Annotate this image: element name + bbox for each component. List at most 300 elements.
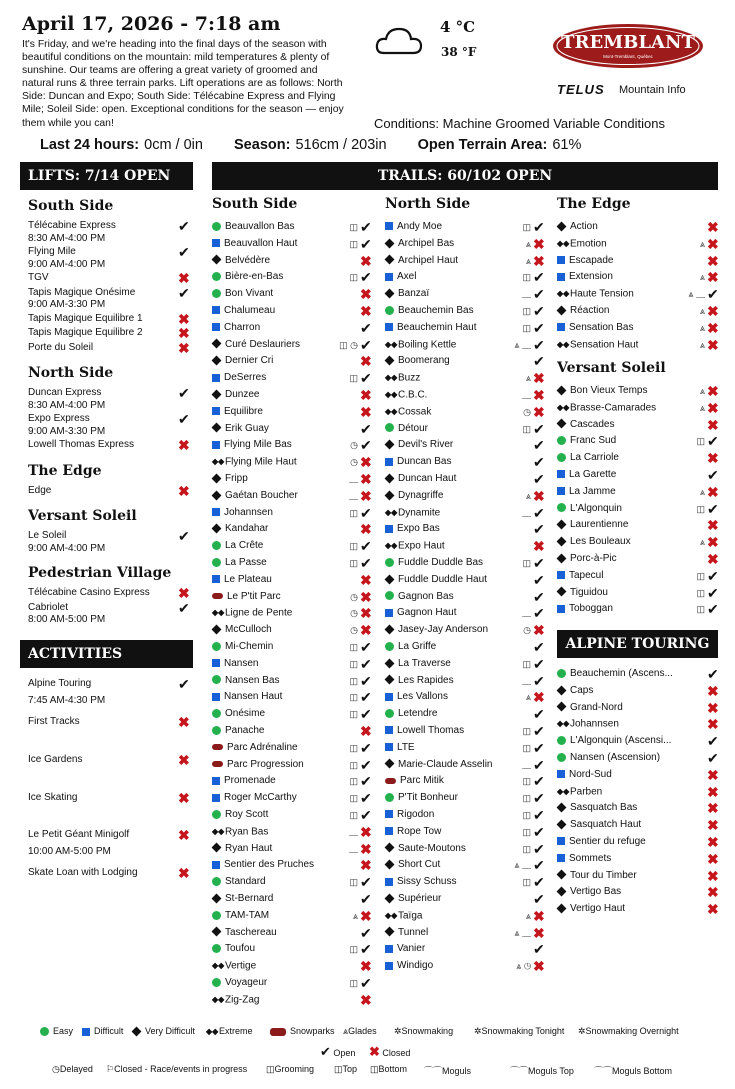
easy-icon [212,944,221,953]
difficult-icon [385,222,393,230]
easy-icon [212,289,221,298]
trail-name: Caps [570,684,594,696]
trail-row[interactable] [557,451,719,465]
trail-condition-icon: ◫ [349,222,358,232]
trail-status-x-icon: ✖ [707,867,719,884]
trail-status-x-icon: ✖ [360,521,372,538]
trail-status-x-icon: ✖ [360,958,372,975]
trail-row[interactable] [212,892,372,906]
trail-row[interactable] [212,926,372,940]
trail-row[interactable] [557,468,719,482]
very-difficult-icon [557,820,567,830]
trail-name: Buzz [398,372,421,384]
lift-hours: 8:30 AM-4:00 PM [28,232,106,244]
difficult-icon [212,508,220,516]
legend-moguls-top-label: Moguls Top [528,1066,574,1076]
trail-row[interactable] [557,785,719,799]
trail-condition-icon: ◷ [523,406,531,417]
difficult-icon [212,239,220,247]
difficult-icon [557,770,565,778]
easy-icon [385,591,394,600]
trail-condition-icon: ◫ [349,507,358,518]
trail-name: St-Bernard [225,893,274,904]
trail-status-check-icon: ✔ [533,773,545,790]
trail-name: Erik Guay [225,422,269,434]
trail-status-check-icon: ✔ [360,639,372,655]
extreme-icon: ◆◆ [385,339,398,349]
trail-condition-icon: ◫ [349,709,358,720]
season-value: 516cm / 203in [295,137,387,153]
lift-group-title: North Side [28,365,114,381]
conditions-text: Conditions: Machine Groomed Variable Conditions [374,116,665,131]
trail-row[interactable] [385,590,545,604]
legend-snowmaking [394,1026,453,1037]
lift-hours: 8:00 AM-5:00 PM [28,614,106,625]
easy-icon [385,709,394,718]
very-difficult-icon [132,1027,142,1037]
legend-top-label: Top [342,1064,358,1074]
very-difficult-icon [212,625,222,635]
trail-row[interactable] [385,640,545,654]
very-difficult-icon [385,238,395,248]
snowpark-icon [270,1028,286,1036]
trail-status-check-icon: ✔ [533,303,545,319]
trail-condition-icon: ◫ [522,272,531,283]
lift-name[interactable]: TGV [28,272,49,283]
trail-row[interactable] [212,422,372,436]
trail-condition-icon: ◫ [696,436,705,447]
trail-status-x-icon: ✖ [360,487,372,504]
trail-name: Panache [225,725,265,736]
difficult-icon [385,743,393,751]
extreme-icon: ◆◆ [385,390,398,399]
legend-moguls-bottom-label: Moguls Bottom [612,1066,673,1076]
trail-row[interactable] [385,539,545,553]
trail-name: Les Vallons [397,691,448,703]
trail-condition-icon: ⩓ [699,238,705,249]
easy-icon [212,810,221,819]
trail-name: Duncan Bas [397,456,452,468]
trail-condition-icon: ◫ [522,726,531,736]
trail-condition-icon: ⩓ [699,486,705,497]
x-icon: ✖ [369,1044,380,1059]
very-difficult-icon [557,537,567,547]
trail-name: La Crête [225,540,264,552]
trail-condition-icon: ◫ [349,877,358,888]
activity-name[interactable]: Skate Loan with Lodging [28,867,138,878]
trail-status-x-icon: ✖ [707,817,719,834]
very-difficult-icon [212,423,222,433]
trail-row[interactable] [557,885,719,899]
trail-section-title: Versant Soleil [557,360,666,376]
lift-name[interactable]: Duncan Express [28,387,102,398]
lift-name[interactable]: Cabriolet [28,601,69,613]
trail-row[interactable] [557,734,719,748]
trail-status-check-icon: ✔ [360,504,372,521]
trail-name: Tapecul [569,569,604,581]
lift-name[interactable]: Lowell Thomas Express [28,439,134,450]
trail-condition-icon: ◷ [350,591,358,602]
lift-group-title: The Edge [28,462,102,479]
trail-status-x-icon: ✖ [707,219,719,235]
trail-name: Sentier des Pruches [224,859,315,871]
lift-group-title: Pedestrian Village [28,565,172,581]
trail-name: Vertigo Bas [570,886,622,898]
lift-name[interactable]: Expo Express [28,413,90,424]
lift-name[interactable]: Tapis Magique Equilibre 2 [28,327,143,338]
trail-row[interactable] [557,684,719,698]
trail-name: Archipel Bas [398,237,455,249]
trail-row[interactable] [385,707,545,721]
trail-status-x-icon: ✖ [360,991,372,1008]
trail-name: Sensation Bas [569,321,634,333]
lift-status-check-icon: ✔ [178,599,190,616]
activity-name[interactable]: Le Petit Géant Minigolf [28,829,130,840]
trail-name: Curé Deslauriers [225,338,301,350]
trail-status-check-icon: ✔ [533,941,545,958]
trail-status-check-icon: ✔ [360,790,372,807]
trail-status-x-icon: ✖ [533,907,545,924]
snowpark-icon [212,761,223,767]
trails-header: TRAILS: 60/102 OPEN [212,162,718,190]
lifts-header: LIFTS: 7/14 OPEN [20,162,193,190]
lift-name[interactable]: Télécabine Express [28,220,116,231]
difficult-icon [212,575,220,583]
trail-status-x-icon: ✖ [533,403,545,420]
snowflake-overnight-icon: ✲ [578,1026,586,1036]
trail-row[interactable] [212,858,372,872]
trail-status-check-icon: ✔ [533,739,545,756]
lift-hours: 8:30 AM-4:00 PM [28,399,106,411]
trail-name: Taïga [398,910,423,922]
trail-condition-icon: ◫ [349,642,358,652]
trail-name: La Traverse [398,657,451,669]
very-difficult-icon [557,520,567,530]
trail-row[interactable] [557,852,719,866]
trail-row[interactable] [212,388,372,402]
trail-condition-icon: ﹏ [348,843,358,854]
extreme-icon: ◆◆ [385,507,398,517]
legend-moguls [424,1064,471,1077]
trail-condition-icon: ◫ [349,373,358,384]
trail-name: Dunzee [225,389,260,400]
lift-group-title: Versant Soleil [28,508,137,524]
trail-status-check-icon: ✔ [707,467,719,483]
trail-row[interactable] [212,354,372,368]
trail-row[interactable] [557,552,719,566]
trail-row[interactable] [557,801,719,815]
lift-group-title: South Side [28,198,114,214]
trail-name: Grand-Nord [570,701,623,713]
trail-name: Action [570,221,598,232]
trail-status-x-icon: ✖ [707,336,719,353]
legend-difficult [82,1026,123,1036]
trail-row[interactable] [212,405,372,419]
trail-row[interactable] [385,573,545,587]
trail-status-check-icon: ✔ [533,756,545,773]
trail-row[interactable] [557,768,719,782]
difficult-icon [385,945,393,953]
trail-name: C.B.C. [398,389,428,401]
easy-icon [212,709,221,718]
lift-status-x-icon: ✖ [178,482,190,499]
trail-row[interactable] [557,818,719,832]
tremblant-logo[interactable] [552,23,704,69]
trail-status-check-icon: ✔ [533,420,545,437]
trail-name: Andy Moe [397,221,443,232]
trail-row[interactable] [385,892,545,906]
trail-row[interactable] [557,869,719,883]
legend-delayed-label: Delayed [59,1064,93,1074]
trail-condition-icon: ◫ [349,675,358,686]
very-difficult-icon [557,553,567,563]
trail-name: Sommets [569,852,612,864]
very-difficult-icon [557,587,567,597]
trail-name: Promenade [224,775,276,787]
trail-status-x-icon: ✖ [707,319,719,336]
trail-row[interactable] [557,518,719,532]
trail-row[interactable] [557,751,719,765]
trail-status-x-icon: ✖ [533,538,545,555]
legend-glades-label: Glades [348,1026,377,1036]
trail-name: Axel [397,271,417,283]
trail-condition-icon: ◫ [349,558,358,568]
trail-condition-icon: ⩓ ﹏ [514,927,531,938]
legend-delayed [52,1064,93,1075]
trail-status-x-icon: ✖ [533,235,545,252]
easy-icon [385,642,394,651]
trail-status-x-icon: ✖ [707,517,719,534]
legend-parks-label: Snowparks [290,1026,335,1036]
trail-status-check-icon: ✔ [360,655,372,672]
legend-race-label: Closed - Race/events in progress [114,1064,248,1074]
trail-section-title: The Edge [557,196,631,212]
trail-row[interactable] [212,573,372,587]
trail-status-check-icon: ✔ [360,975,372,991]
very-difficult-icon [557,221,567,231]
trail-row[interactable] [557,701,719,715]
trail-row[interactable] [557,835,719,849]
trail-status-x-icon: ✖ [707,834,719,850]
lift-name[interactable]: Edge [28,484,52,496]
trail-status-check-icon: ✔ [533,891,545,907]
trail-condition-icon: ◫ [522,306,531,316]
very-difficult-icon [385,440,395,450]
trail-name: Supérieur [398,893,442,904]
trail-condition-icon: ⩓ [352,910,358,921]
trail-status-check-icon: ✔ [533,353,545,370]
trail-row[interactable] [212,724,372,738]
trail-row[interactable] [557,902,719,916]
trail-row[interactable] [212,321,372,335]
trail-condition-icon: ◫ [522,658,531,669]
trail-condition-icon: ◫ [349,541,358,552]
trail-name: Vertige [225,960,257,972]
trail-name: Le P'tit Parc [227,590,281,602]
trail-name: Bon Vieux Temps [570,385,648,396]
trail-name: Gagnon Haut [397,607,457,619]
very-difficult-icon [212,356,222,366]
trail-condition-icon: ◫ [349,944,358,955]
trail-name: Beauchemin Bas [398,305,474,316]
trail-name: LTE [397,741,415,753]
trail-status-x-icon: ✖ [707,450,719,467]
trail-condition-icon: ◫ [522,322,531,333]
extreme-icon: ◆◆ [557,339,570,349]
flag-icon: ⚐ [106,1064,115,1074]
trail-status-check-icon: ✔ [360,672,372,689]
trail-name: Boiling Kettle [398,339,457,351]
trail-condition-icon: ◫ [522,810,531,820]
activity-name[interactable]: Ice Skating [28,792,78,803]
legend-race [106,1064,247,1075]
trail-name: Sasquatch Haut [570,819,642,831]
activity-name[interactable]: First Tracks [28,716,80,727]
lift-name[interactable]: Flying Mile [28,246,76,257]
trail-name: Tiguidou [570,586,608,598]
trail-status-check-icon: ✔ [533,454,545,471]
difficult-icon [385,273,393,281]
trail-name: Bon Vivant [225,288,274,300]
trail-condition-icon: ◫ [522,222,531,232]
trail-name: Sasquatch Bas [570,802,638,814]
logo-text: TREMBLANT [561,32,695,53]
trail-row[interactable] [385,455,545,469]
trail-condition-icon: ◷ [350,625,358,636]
trail-status-x-icon: ✖ [707,850,719,867]
easy-icon [557,753,566,762]
groomer-top-icon: ◫ [334,1064,343,1074]
trail-status-x-icon: ✖ [533,252,545,269]
trail-row[interactable] [212,993,372,1007]
lift-status-x-icon: ✖ [178,437,190,453]
lift-hours: 9:00 AM-3:30 PM [28,425,106,437]
trail-status-x-icon: ✖ [360,286,372,303]
trail-row[interactable] [385,522,545,536]
trail-name: La Passe [225,557,267,568]
trail-row[interactable] [212,959,372,973]
very-difficult-icon [212,473,222,483]
trail-condition-icon: ◫ [696,570,705,581]
trail-status-check-icon: ✔ [360,219,372,235]
very-difficult-icon [557,887,567,897]
legend-very-label: Very Difficult [145,1026,195,1036]
trail-status-check-icon: ✔ [360,941,372,958]
trail-row[interactable] [385,472,545,486]
trail-name: Le Plateau [224,573,272,585]
trail-name: Charron [224,321,261,333]
trail-status-x-icon: ✖ [533,487,545,504]
very-difficult-icon [385,675,395,685]
trail-name: Duncan Haut [398,473,457,484]
trail-row[interactable] [557,418,719,432]
trail-row[interactable] [557,254,719,268]
lift-name[interactable]: Tapis Magique Onésime [28,286,136,298]
trail-status-x-icon: ✖ [707,800,719,817]
trail-condition-icon: ◷ [523,625,531,636]
lift-name[interactable]: Le Soleil [28,530,67,541]
trail-status-check-icon: ✔ [533,504,545,521]
trail-status-x-icon: ✖ [533,622,545,639]
legend-open [320,1044,355,1060]
trail-condition-icon: ﹏ [521,507,531,518]
lift-name[interactable]: Télécabine Casino Express [28,587,150,598]
trail-name: Banzaï [398,288,430,300]
trail-name: Ryan Bas [225,826,269,838]
legend-moguls-top [510,1064,574,1077]
lift-name[interactable]: Porte du Soleil [28,341,94,353]
moguls-bottom-icon: ⌒⌒ [594,1066,613,1076]
trail-status-x-icon: ✖ [360,403,372,420]
very-difficult-icon [385,574,395,584]
legend-snowmaking-overnight [578,1026,679,1037]
trail-condition-icon: ⩓ [525,255,531,266]
trail-condition-icon: ﹏ [521,675,531,686]
trail-row[interactable] [212,254,372,268]
trail-condition-icon: ⩓ [525,692,531,703]
trail-status-check-icon: ✔ [360,689,372,706]
trail-status-check-icon: ✔ [360,420,372,437]
groomer-icon: ◫ [266,1064,275,1074]
legend-difficult-label: Difficult [94,1026,124,1036]
trail-condition-icon: ⩓ [525,490,531,501]
lift-hours: 9:00 AM-4:00 PM [28,258,106,270]
trail-status-check-icon: ✔ [360,756,372,773]
trail-status-x-icon: ✖ [360,723,372,739]
trail-name: Cossak [398,406,432,418]
trail-row[interactable] [557,220,719,234]
trail-row[interactable] [385,354,545,368]
activity-status-x-icon: ✖ [178,827,190,843]
trail-status-check-icon: ✔ [533,588,545,605]
trail-status-check-icon: ✔ [533,790,545,807]
trail-condition-icon: ◫ [349,238,358,249]
trail-status-x-icon: ✖ [707,399,719,416]
trail-name: Parben [570,786,603,798]
trail-name: Parc Progression [227,758,304,770]
trail-status-check-icon: ✔ [707,750,719,766]
trail-row[interactable] [385,438,545,452]
trail-condition-icon: ⩓ [525,238,531,249]
groomer-bottom-icon: ◫ [370,1064,379,1074]
trail-status-x-icon: ✖ [360,252,372,269]
trail-row[interactable] [212,304,372,318]
trail-row[interactable] [212,522,372,536]
moguls-top-icon: ⌒⌒ [510,1066,529,1076]
trail-status-check-icon: ✔ [360,269,372,286]
lift-name[interactable]: Tapis Magique Equilibre 1 [28,312,143,324]
trail-condition-icon: ◫ [349,793,358,804]
alpine-touring-header: ALPINE TOURING [557,630,718,658]
trail-row[interactable] [212,287,372,301]
snowflake-tonight-icon: ✲ [474,1026,482,1036]
activity-name[interactable]: Alpine Touring [28,678,92,689]
trail-name: Nansen (Ascension) [570,752,661,763]
difficult-icon [385,693,393,701]
trail-row[interactable] [385,942,545,956]
trail-name: Franc Sud [570,435,617,447]
trail-name: Fuddle Duddle Haut [398,573,487,585]
trail-name: Standard [225,876,266,888]
legend-top [334,1064,357,1075]
trail-name: Roy Scott [225,809,269,820]
difficult-icon [557,273,565,281]
activity-name[interactable]: Ice Gardens [28,754,83,765]
trail-status-x-icon: ✖ [533,689,545,706]
trail-row[interactable] [557,667,719,681]
legend-tonight-label: Snowmaking Tonight [481,1026,565,1036]
trail-row[interactable] [557,717,719,731]
